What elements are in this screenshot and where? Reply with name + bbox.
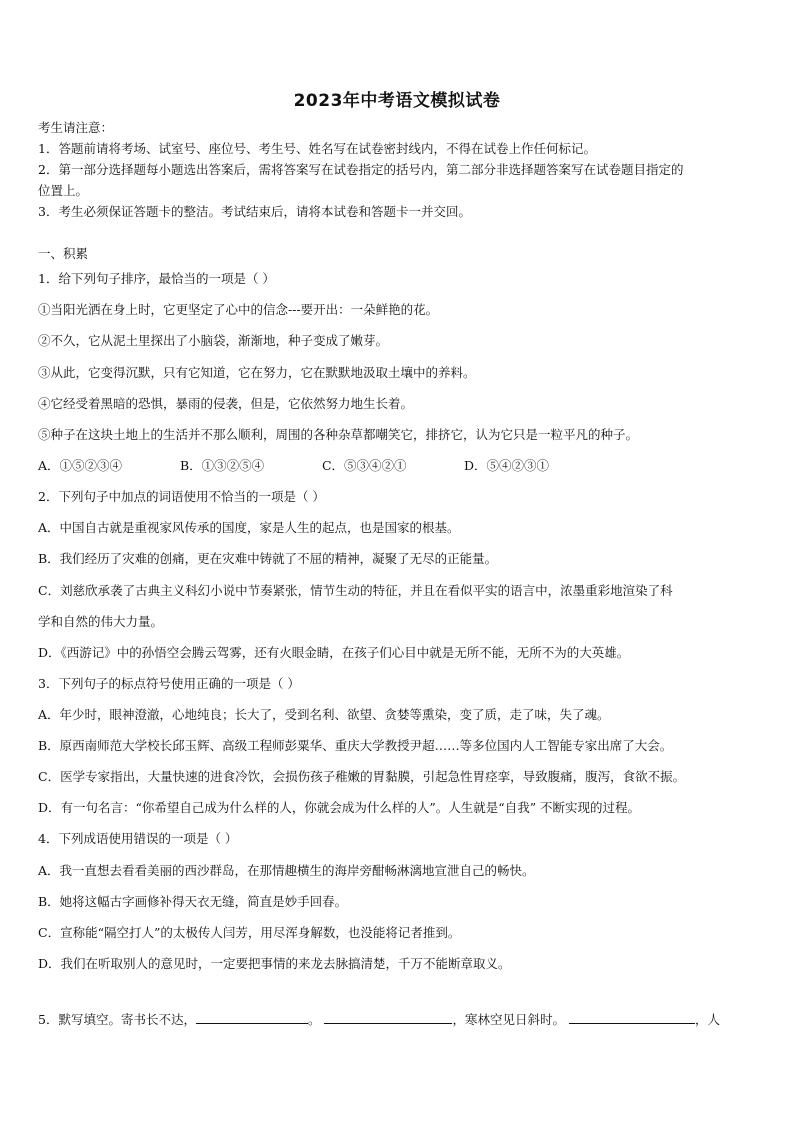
q5-sep-2: ，寒林空见日斜时。 <box>452 1012 565 1027</box>
q2-option: C．刘慈欣承袭了古典主义科幻小说中节奏紧张，情节生动的特征，并且在看似平实的语言中，浓墨重彩地渲染了科 <box>38 583 673 598</box>
q1-sentence: ④它经受着黑暗的恐惧，暴雨的侵袭，但是，它依然努力地生长着。 <box>38 396 414 411</box>
notice-item: 1．答题前请将考场、试室号、座位号、考生号、姓名写在试卷密封线内，不得在试卷上作任何标记。 <box>38 141 596 156</box>
q3-option: C．医学专家指出，大量快速的进食冷饮，会损伤孩子稚嫩的胃黏膜，引起急性胃痉挛，导致腹痛，腹泻，食欲不振。 <box>38 769 686 784</box>
q1-options <box>38 457 549 475</box>
q4-option: B．她将这幅古字画修补得天衣无缝，简直是妙手回春。 <box>38 894 348 909</box>
q2-stem: 2．下列句子中加点的词语使用不恰当的一项是（ ） <box>38 489 325 504</box>
q1-option-b: B．①③②⑤④ <box>179 458 265 473</box>
q1-sentence: ①当阳光洒在身上时，它更坚定了心中的信念---要开出：一朵鲜艳的花。 <box>38 302 439 317</box>
notice-item: 3．考生必须保证答题卡的整洁。考试结束后，请将本试卷和答题卡一并交回。 <box>38 204 471 219</box>
q4-option: C．宣称能“隔空打人”的太极传人闫芳，用尽浑身解数，也没能将记者推到。 <box>38 925 461 940</box>
q3-option: D．有一句名言：“你希望自己成为什么样的人，你就会成为什么样的人”。人生就是“自我” 不断实现的过程。 <box>38 800 641 815</box>
exam-title: 2023年中考语文模拟试卷 <box>293 91 501 111</box>
q5-sep-1: 。 <box>307 1012 321 1027</box>
q2-option: B．我们经历了灾难的创痛，更在灾难中铸就了不屈的精神，凝聚了无尽的正能量。 <box>38 551 498 566</box>
q3-option: A．年少时，眼神澄澈，心地纯良；长大了，受到名利、欲望、贪婪等熏染，变了质，走了味，失了魂。 <box>38 707 610 722</box>
q1-sentence: ②不久，它从泥土里探出了小脑袋，渐渐地，种子变成了嫩芽。 <box>38 333 389 348</box>
q2-option: 学和自然的伟大力量。 <box>38 614 164 629</box>
notice-heading: 考生请注意： <box>38 120 114 135</box>
q5-line <box>38 1010 763 1029</box>
q1-option-d: D．⑤④②③① <box>463 458 549 473</box>
q5-blank-3[interactable] <box>569 1010 695 1024</box>
section-heading: 一、积累 <box>38 246 89 261</box>
q4-stem: 4．下列成语使用错误的一项是（ ） <box>38 831 238 846</box>
q3-stem: 3．下列句子的标点符号使用正确的一项是（ ） <box>38 676 300 691</box>
q2-option: A．中国自古就是重视家风传承的国度，家是人生的起点，也是国家的根基。 <box>38 520 460 535</box>
q1-option-c: C．⑤③④②① <box>321 458 407 473</box>
q1-sentence: ⑤种子在这块土地上的生活并不那么顺利，周围的各种杂草都嘲笑它，排挤它，认为它只是一粒平凡的种子。 <box>38 427 639 442</box>
notice-item: 位置上。 <box>38 183 89 198</box>
q5-blank-2[interactable] <box>324 1010 452 1024</box>
q3-option: B．原西南师范大学校长邱玉辉、高级工程师彭粟华、重庆大学教授尹超……等多位国内人工智能专家出席了大会。 <box>38 738 673 753</box>
q1-option-a: A．①⑤②③④ <box>38 458 123 473</box>
q5-prefix: 5．默写填空。寄书长不达， <box>38 1012 196 1027</box>
q5-blank-1[interactable] <box>196 1010 308 1024</box>
q1-sentence: ③从此，它变得沉默，只有它知道，它在努力，它在默默地汲取土壤中的养料。 <box>38 365 476 380</box>
q5-suffix: ，人 <box>695 1012 721 1027</box>
notice-item: 2．第一部分选择题每小题选出答案后，需将答案写在试卷指定的括号内，第二部分非选择题答案写在试卷题目指定的 <box>38 162 684 177</box>
q4-option: D．我们在听取别人的意见时，一定要把事情的来龙去脉搞清楚，千万不能断章取义。 <box>38 956 511 971</box>
q1-stem: 1．给下列句子排序，最恰当的一项是（ ） <box>38 271 275 286</box>
q4-option: A．我一直想去看看美丽的西沙群岛，在那情趣横生的海岸旁酣畅淋漓地宣泄自己的畅快。 <box>38 863 535 878</box>
q2-option: D．《西游记》中的孙悟空会腾云驾雾，还有火眼金睛，在孩子们心目中就是无所不能，无所不为的大英雄。 <box>38 645 630 660</box>
